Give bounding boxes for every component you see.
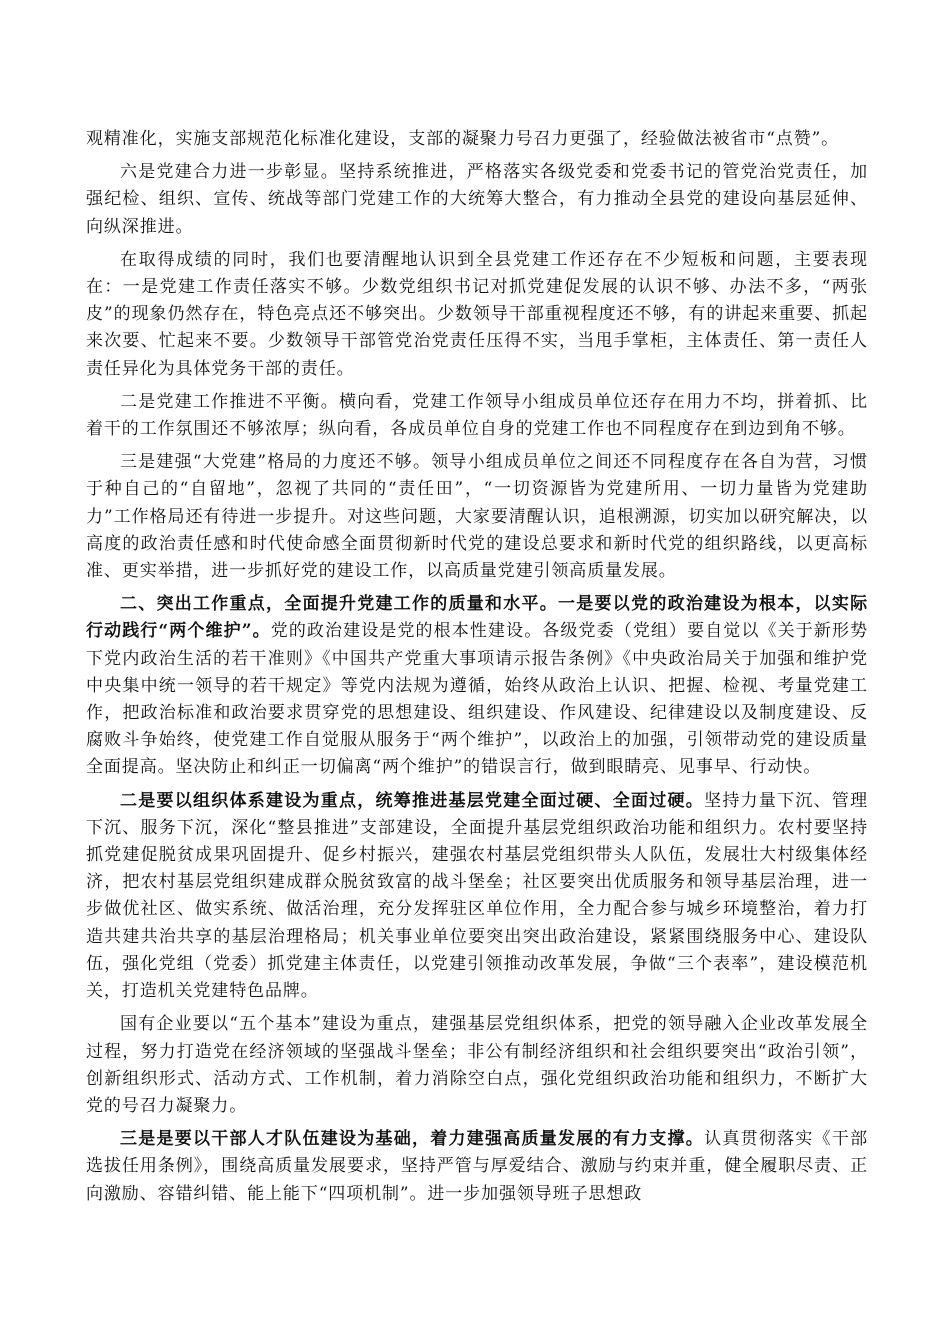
paragraph-text: 观精准化，实施支部规范化标准化建设，支部的凝聚力号召力更强了，经验做法被省市“点赞”。 [86, 129, 840, 149]
paragraph-section-two [86, 591, 868, 781]
paragraph-lead: 三是是要以干部人才队伍建设为基础，着力建强高质量发展的有力支撑。 [120, 1129, 705, 1150]
paragraph-party-synergy [86, 159, 868, 241]
document-body [86, 126, 868, 1214]
paragraph-problems-intro [86, 247, 868, 383]
paragraph-text: 党的政治建设是党的根本性建设。各级党委（党组）要自觉以《关于新形势下党内政治生活的若干准则》《中国共产党重大事项请示报告条例》《中央政治局关于加强和维护党中央集中统一领导的若干规定》等党内法规为遵循，始终从政治上认识、把握、检视、考量党建工作，把政治标准和政治要求贯穿党的思想建设、组织建设、作风建设、纪律建设以及制度建设、反腐败斗争始终，使党建工作自觉服从服务于“两个维护”，以政治上的加强，引领带动党的建设质量全面提高。坚决防止和纠正一切偏离“两个维护”的错误言行，做到眼睛亮、见事早、行动快。 [86, 621, 868, 778]
paragraph-uneven-progress [86, 389, 868, 443]
paragraph-big-party-building [86, 449, 868, 585]
paragraph-state-enterprises [86, 1011, 868, 1120]
paragraph-lead: 二是要以组织体系建设为重点，统筹推进基层党建全面过硬、全面过硬。 [120, 790, 705, 811]
paragraph-text: 在取得成绩的同时，我们也要清醒地认识到全县党建工作还存在不少短板和问题，主要表现在：一是党建工作责任落实不够。少数党组织书记对抓党建促发展的认识不够、办法不多，“两张皮”的现象仍然存在，特色亮点还不够突出。少数领导干部重视程度还不够，有的讲起来重要、抓起来次要、忙起来不要。少数领导干部管党治党责任压得不实，当甩手掌柜，主体责任、第一责任人责任异化为具体党务干部的责任。 [86, 249, 868, 379]
paragraph-text: 三是建强“大党建”格局的力度还不够。领导小组成员单位之间还不同程度存在各自为营，习惯于种自己的“自留地”，忽视了共同的“责任田”，“一切资源皆为党建所用、一切力量皆为党建助力”工作格局还有待进一步提升。对这些问题，大家要清醒认识，追根溯源，切实加以研究解决，以高度的政治责任感和时代使命感全面贯彻新时代党的建设总要求和新时代党的组织路线，以更高标准、更实举措，进一步抓好党的建设工作，以高质量党建引领高质量发展。 [86, 452, 868, 582]
paragraph-cadre-talent [86, 1126, 868, 1208]
paragraph-text: 认真贯彻落实《干部选拔任用条例》，围绕高质量发展要求，坚持严管与厚爱结合、激励与约束并重，健全履职尽责、正向激励、容错纠错、能上能下“四项机制”。进一步加强领导班子思想政 [86, 1129, 868, 1204]
paragraph-text: 六是党建合力进一步彰显。坚持系统推进，严格落实各级党委和党委书记的管党治党责任，加强纪检、组织、宣传、统战等部门党建工作的大统筹大整合，有力推动全县党的建设向基层延伸、向纵深推进。 [86, 162, 868, 237]
paragraph-text: 国有企业要以“五个基本”建设为重点，建强基层党组织体系，把党的领导融入企业改革发展全过程，努力打造党在经济领域的坚强战斗堡垒；非公有制经济组织和社会组织要突出“政治引领”，创新组织形式、活动方式、工作机制，着力消除空白点，强化党组织政治功能和组织力，不断扩大党的号召力凝聚力。 [86, 1014, 868, 1116]
paragraph-text: 二是党建工作推进不平衡。横向看，党建工作领导小组成员单位还存在用力不均，拼着抓、比着干的工作氛围还不够浓厚；纵向看，各成员单位自身的党建工作也不同程度存在到边到角不够。 [86, 391, 868, 440]
paragraph-organization-system [86, 788, 868, 1006]
paragraph-text: 坚持力量下沉、管理下沉、服务下沉，深化“整县推进”支部建设，全面提升基层党组织政治功能和组织力。农村要坚持抓党建促脱贫成果巩固提升、促乡村振兴，建强农村基层党组织带头人队伍，发展壮大村级集体经济，把农村基层党组织建成群众脱贫致富的战斗堡垒；社区要突出优质服务和领导基层治理，进一步做优社区、做实系统、做活治理，充分发挥驻区单位作用，全力配合参与城乡环境整治，着力打造共建共治共享的基层治理格局；机关事业单位要突出突出政治建设，紧紧围绕服务中心、建设队伍，强化党组（党委）抓党建主体责任，以党建引领推动改革发展，争做“三个表率”，建设模范机关，打造机关党建特色品牌。 [86, 790, 868, 1002]
section-heading: 二、突出工作重点，全面提升党建工作的质量和水平。一是要以党的政治建设为根本，以实际行动践行“两个维护”。 [86, 594, 868, 642]
paragraph-continuation [86, 126, 868, 153]
